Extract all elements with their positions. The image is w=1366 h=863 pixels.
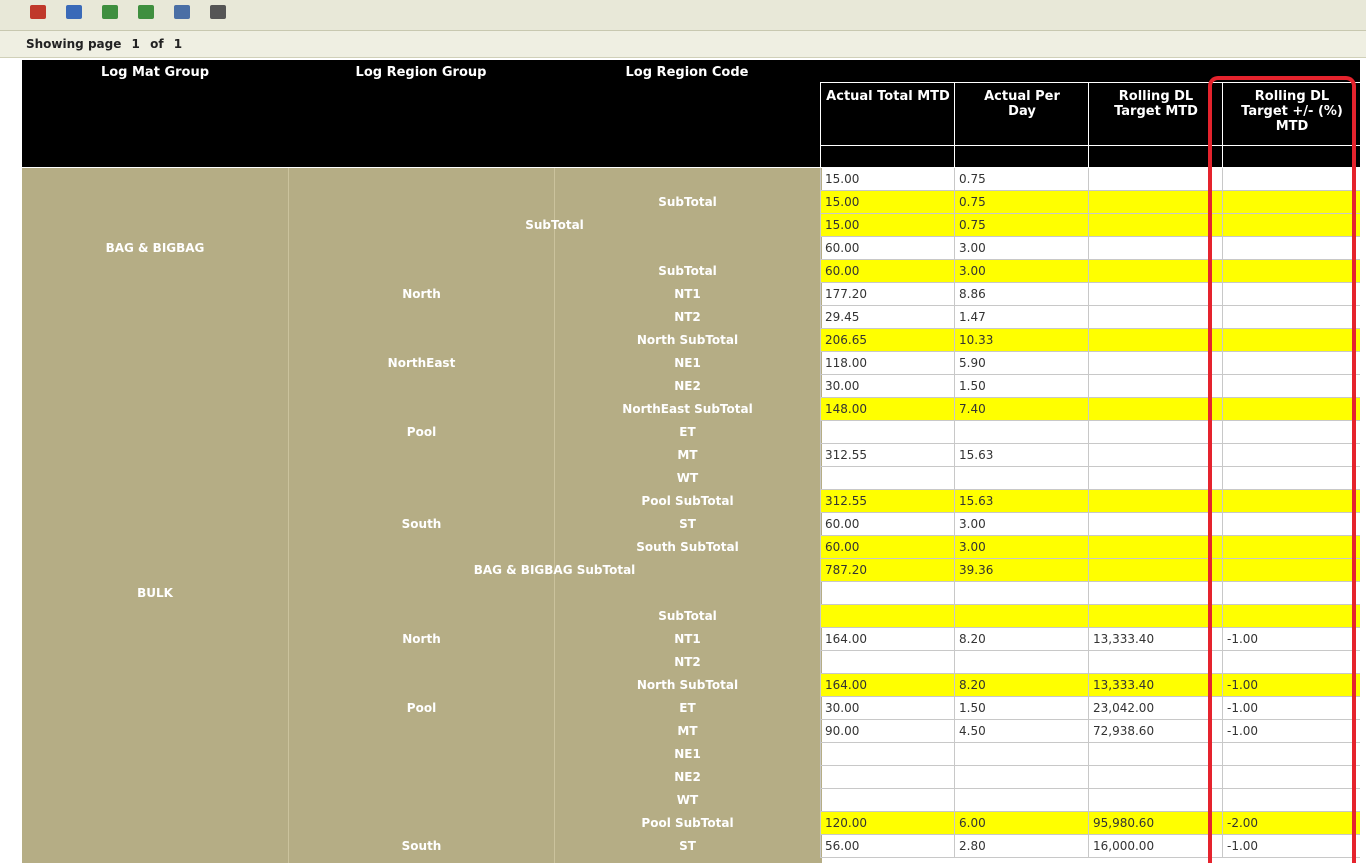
col-header-actual-per-day-cell [954, 82, 1089, 168]
cell-per-day: 8.86 [954, 283, 1088, 306]
cell-target [1088, 398, 1222, 421]
col-header-actual-per-day[interactable]: Actual Per Day [984, 89, 1060, 119]
cell-target [1088, 375, 1222, 398]
cell-per-day: 4.50 [954, 720, 1088, 743]
region-group-label: NorthEast [387, 356, 456, 370]
region-code-label: NT1 [674, 287, 701, 301]
cell-per-day: 8.20 [954, 628, 1088, 651]
cell-target: 23,042.00 [1088, 697, 1222, 720]
cell-total: 90.00 [820, 720, 954, 743]
cell-per-day: 15.63 [954, 444, 1088, 467]
region-code-label: Pool SubTotal [641, 494, 734, 508]
cell-pct: -1.00 [1222, 697, 1360, 720]
cell-pct: -2.00 [1222, 812, 1360, 835]
cell-total: 15.00 [820, 168, 954, 191]
cell-target [1088, 237, 1222, 260]
cell-target [1088, 421, 1222, 444]
cell-target [1088, 536, 1222, 559]
region-group-label: North [402, 287, 441, 301]
region-code-label: NE1 [674, 356, 701, 370]
highlight-annotation [1208, 76, 1356, 863]
cell-per-day: 1.50 [954, 375, 1088, 398]
region-code-label: NE2 [674, 770, 701, 784]
cell-total [820, 743, 954, 766]
cell-total: 30.00 [820, 697, 954, 720]
region-group-label: SubTotal [525, 218, 584, 232]
cell-total: 118.00 [820, 352, 954, 375]
cell-total: 164.00 [820, 674, 954, 697]
col-header-region-group[interactable]: Log Region Group [355, 65, 487, 80]
cell-per-day: 3.00 [954, 260, 1088, 283]
region-code-label: WT [676, 471, 699, 485]
cell-total [820, 467, 954, 490]
cell-total: 148.00 [820, 398, 954, 421]
cell-total: 56.00 [820, 835, 954, 858]
cell-target [1088, 513, 1222, 536]
cell-total: 206.65 [820, 329, 954, 352]
region-code-label: MT [677, 448, 698, 462]
cell-total: 177.20 [820, 283, 954, 306]
csv-export-icon[interactable] [138, 5, 154, 19]
cell-target [1088, 559, 1222, 582]
cell-per-day [954, 766, 1088, 789]
cell-per-day: 3.00 [954, 513, 1088, 536]
region-code-label: North SubTotal [636, 333, 739, 347]
cell-per-day: 8.20 [954, 674, 1088, 697]
region-group-label: BAG & BIGBAG SubTotal [473, 563, 636, 577]
cell-per-day: 5.90 [954, 352, 1088, 375]
word-export-icon[interactable] [66, 5, 82, 19]
region-code-label: WT [676, 793, 699, 807]
cell-total [820, 789, 954, 812]
cell-total: 164.00 [820, 628, 954, 651]
cell-total: 60.00 [820, 260, 954, 283]
cell-pct: -1.00 [1222, 835, 1360, 858]
region-code-label: SubTotal [658, 609, 717, 623]
region-group-label: Pool [406, 425, 437, 439]
cell-target [1088, 743, 1222, 766]
cell-per-day: 0.75 [954, 214, 1088, 237]
region-code-label: NT2 [674, 310, 701, 324]
pdf-export-icon[interactable] [30, 5, 46, 19]
cell-per-day: 0.75 [954, 191, 1088, 214]
region-code-label: ST [679, 517, 696, 531]
excel-export-icon[interactable] [102, 5, 118, 19]
cell-total [820, 766, 954, 789]
cell-target [1088, 306, 1222, 329]
cell-per-day: 39.36 [954, 559, 1088, 582]
col-header-rolling-target-pct[interactable]: Rolling DL Target +/- (%) MTD [1241, 89, 1343, 134]
cell-target [1088, 168, 1222, 191]
cell-per-day: 1.47 [954, 306, 1088, 329]
pager-prefix: Showing page [26, 37, 122, 51]
cell-target [1088, 467, 1222, 490]
cell-per-day: 6.00 [954, 812, 1088, 835]
col-header-mat-group[interactable]: Log Mat Group [100, 65, 210, 80]
cell-target: 95,980.60 [1088, 812, 1222, 835]
cell-target: 13,333.40 [1088, 674, 1222, 697]
cell-target [1088, 191, 1222, 214]
export-toolbar [0, 0, 1366, 31]
cell-per-day [954, 605, 1088, 628]
cell-per-day: 7.40 [954, 398, 1088, 421]
cell-target [1088, 260, 1222, 283]
print-icon[interactable] [174, 5, 190, 19]
cell-per-day [954, 789, 1088, 812]
cell-target: 16,000.00 [1088, 835, 1222, 858]
cell-per-day: 0.75 [954, 168, 1088, 191]
region-code-label: South SubTotal [636, 540, 739, 554]
pager-of: of [150, 37, 164, 51]
cell-total: 60.00 [820, 513, 954, 536]
region-code-label: NorthEast SubTotal [622, 402, 753, 416]
cell-per-day: 15.63 [954, 490, 1088, 513]
region-group-label: South [401, 839, 442, 853]
settings-icon[interactable] [210, 5, 226, 19]
region-group-label: North [402, 632, 441, 646]
cell-total: 29.45 [820, 306, 954, 329]
page-indicator [0, 31, 1366, 58]
cell-per-day [954, 743, 1088, 766]
col-header-rolling-target-cell [1088, 82, 1223, 168]
cell-target [1088, 490, 1222, 513]
cell-total: 312.55 [820, 444, 954, 467]
cell-pct: -1.00 [1222, 674, 1360, 697]
cell-per-day: 2.80 [954, 835, 1088, 858]
cell-total [820, 651, 954, 674]
region-group-label: Pool [406, 701, 437, 715]
col-header-actual-total[interactable]: Actual Total MTD [826, 89, 950, 104]
region-code-label: NE1 [674, 747, 701, 761]
cell-pct: -1.00 [1222, 720, 1360, 743]
region-code-label: ET [679, 425, 696, 439]
cell-target [1088, 329, 1222, 352]
cell-target [1088, 352, 1222, 375]
region-code-label: Pool SubTotal [641, 816, 734, 830]
cell-target [1088, 214, 1222, 237]
cell-per-day: 3.00 [954, 237, 1088, 260]
region-code-label: NE2 [674, 379, 701, 393]
cell-target [1088, 766, 1222, 789]
cell-total: 15.00 [820, 214, 954, 237]
cell-target [1088, 444, 1222, 467]
table-header [22, 60, 1360, 167]
cell-per-day [954, 421, 1088, 444]
cell-target [1088, 582, 1222, 605]
cell-target [1088, 651, 1222, 674]
cell-target [1088, 789, 1222, 812]
cell-pct: -1.00 [1222, 628, 1360, 651]
col-header-actual-total-cell [820, 82, 955, 168]
cell-total: 787.20 [820, 559, 954, 582]
cell-per-day: 3.00 [954, 536, 1088, 559]
cell-total [820, 605, 954, 628]
col-header-region-code[interactable]: Log Region Code [625, 65, 749, 80]
cell-total: 60.00 [820, 536, 954, 559]
cell-total: 15.00 [820, 191, 954, 214]
cell-per-day: 10.33 [954, 329, 1088, 352]
cell-target: 13,333.40 [1088, 628, 1222, 651]
cell-total [820, 582, 954, 605]
cell-target [1088, 283, 1222, 306]
cell-total: 120.00 [820, 812, 954, 835]
cell-per-day [954, 582, 1088, 605]
cell-per-day [954, 651, 1088, 674]
cell-per-day [954, 467, 1088, 490]
region-code-label: SubTotal [658, 195, 717, 209]
col-header-rolling-target[interactable]: Rolling DL Target MTD [1114, 89, 1198, 119]
pager-total: 1 [173, 37, 183, 51]
cell-total [820, 421, 954, 444]
mat-group-label: BULK [137, 586, 173, 600]
region-code-label: NT2 [674, 655, 701, 669]
region-code-label: North SubTotal [636, 678, 739, 692]
region-code-label: ET [679, 701, 696, 715]
cell-target: 72,938.60 [1088, 720, 1222, 743]
mat-group-label: BAG & BIGBAG [105, 241, 205, 255]
cell-target [1088, 605, 1222, 628]
region-group-label: South [401, 517, 442, 531]
cell-per-day: 1.50 [954, 697, 1088, 720]
region-code-label: NT1 [674, 632, 701, 646]
region-code-label: MT [677, 724, 698, 738]
cell-total: 60.00 [820, 237, 954, 260]
pager-current: 1 [131, 37, 140, 51]
cell-total: 30.00 [820, 375, 954, 398]
region-code-label: ST [679, 839, 696, 853]
region-code-label: SubTotal [658, 264, 717, 278]
cell-total: 312.55 [820, 490, 954, 513]
